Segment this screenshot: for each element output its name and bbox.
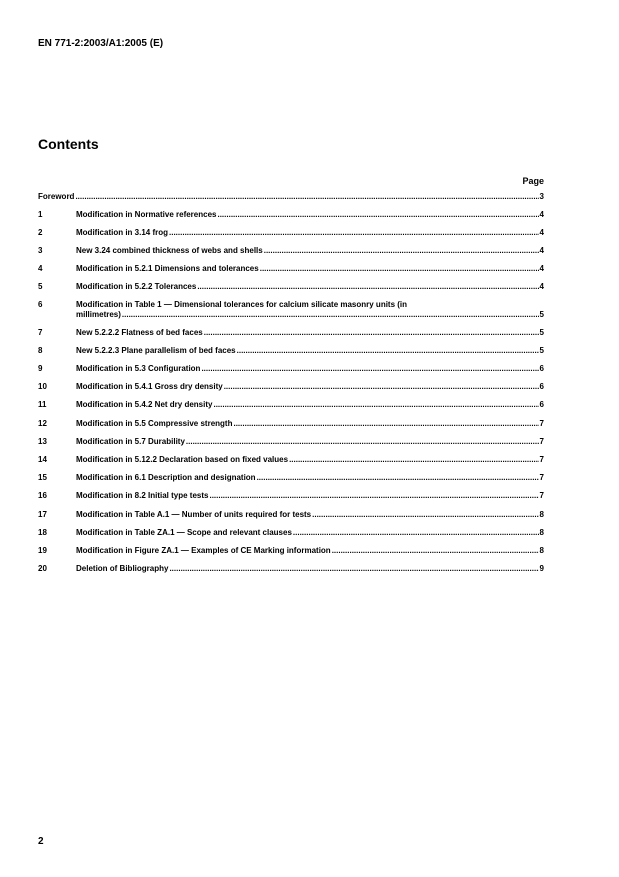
toc-entry[interactable]: [38, 210, 544, 220]
toc-entry-number: 16: [38, 491, 47, 500]
toc-entry-title[interactable]: Modification in Figure ZA.1 — Examples of CE Marking information: [76, 546, 331, 555]
toc-entry[interactable]: [38, 419, 544, 429]
toc-entry[interactable]: [38, 282, 544, 292]
dot-leader: [224, 382, 539, 392]
toc-entry-page: 7: [539, 419, 544, 428]
toc-entry-page: 6: [539, 400, 544, 409]
toc-entry-number: 8: [38, 346, 43, 355]
toc-entry[interactable]: [38, 300, 544, 320]
toc-entry-number: 10: [38, 382, 47, 391]
toc-entry-title[interactable]: Modification in Normative references: [76, 210, 217, 219]
toc-entry[interactable]: [38, 546, 544, 556]
dot-leader: [169, 564, 538, 574]
toc-entry-page: 6: [539, 364, 544, 373]
toc-entry-title[interactable]: Modification in 5.12.2 Declaration based on fixed values: [76, 455, 289, 464]
toc-entry-number: 13: [38, 437, 47, 446]
dot-leader: [217, 210, 538, 220]
toc-entry-number: 19: [38, 546, 47, 555]
dot-leader: [233, 419, 538, 429]
toc-entry-title[interactable]: Deletion of Bibliography: [76, 564, 169, 573]
toc-entry-number: 6: [38, 300, 43, 309]
toc-entry[interactable]: [38, 264, 544, 274]
toc-entry-number: 1: [38, 210, 43, 219]
toc-entry-number: 18: [38, 528, 47, 537]
dot-leader: [201, 364, 538, 374]
page-column-label: Page: [522, 176, 544, 186]
toc-entry-title[interactable]: Modification in 8.2 Initial type tests: [76, 491, 209, 500]
toc-entry-title[interactable]: Modification in 3.14 frog: [76, 228, 169, 237]
toc-entry-page: 7: [539, 455, 544, 464]
dot-leader: [204, 328, 539, 338]
toc-entry-page: 4: [539, 264, 544, 273]
toc-entry-title[interactable]: Modification in Table ZA.1 — Scope and relevant clauses: [76, 528, 292, 537]
toc-entry[interactable]: [38, 246, 544, 256]
toc-entry-number: 4: [38, 264, 43, 273]
toc-entry-page: 4: [539, 282, 544, 291]
toc-entry[interactable]: [38, 364, 544, 374]
document-id: EN 771-2:2003/A1:2005 (E): [38, 38, 164, 49]
toc-entry-page: 4: [539, 210, 544, 219]
toc-entry-number: 11: [38, 400, 47, 409]
toc-entry-title[interactable]: Foreword: [38, 192, 75, 201]
dot-leader: [186, 437, 539, 447]
toc-entry[interactable]: [38, 228, 544, 238]
toc-entry-page: 8: [539, 510, 544, 519]
toc-entry-number: 7: [38, 328, 43, 337]
toc-entry-page: 3: [539, 192, 544, 201]
dot-leader: [332, 546, 539, 556]
dot-leader: [169, 228, 539, 238]
dot-leader: [213, 400, 538, 410]
toc-entry-page: 4: [539, 228, 544, 237]
dot-leader: [293, 528, 539, 538]
toc-entry-title[interactable]: Modification in 5.4.2 Net dry density: [76, 400, 213, 409]
toc-entry[interactable]: [38, 437, 544, 447]
toc-entry-page: 7: [539, 473, 544, 482]
toc-entry-number: 2: [38, 228, 43, 237]
page-title: Contents: [38, 136, 99, 152]
toc-entry-title[interactable]: Modification in 5.4.1 Gross dry density: [76, 382, 223, 391]
toc-entry[interactable]: [38, 564, 544, 574]
toc-entry-page: 4: [539, 246, 544, 255]
toc-entry[interactable]: [38, 346, 544, 356]
toc-entry-title[interactable]: Modification in Table A.1 — Number of units required for tests: [76, 510, 312, 519]
dot-leader: [257, 473, 539, 483]
toc-entry-page: 9: [539, 564, 544, 573]
toc-entry[interactable]: [38, 473, 544, 483]
toc-entry-number: 5: [38, 282, 43, 291]
toc-entry-title-line2[interactable]: millimetres): [76, 310, 121, 319]
toc-entry-title-line1[interactable]: Modification in Table 1 — Dimensional tolerances for calcium silicate masonry units (in: [76, 300, 408, 309]
toc-entry-number: 14: [38, 455, 47, 464]
toc-entry[interactable]: [38, 328, 544, 338]
toc-entry[interactable]: [38, 382, 544, 392]
toc-entry[interactable]: [38, 510, 544, 520]
toc-entry-title[interactable]: Modification in 5.5 Compressive strength: [76, 419, 233, 428]
toc-entry-title[interactable]: Modification in 5.3 Configuration: [76, 364, 201, 373]
dot-leader: [260, 264, 539, 274]
toc-entry-page: 7: [539, 437, 544, 446]
dot-leader: [237, 346, 539, 356]
toc-entry-page: 5: [539, 346, 544, 355]
toc-entry-title[interactable]: New 5.2.2.3 Plane parallelism of bed faces: [76, 346, 236, 355]
toc-entry-title[interactable]: Modification in 5.2.2 Tolerances: [76, 282, 197, 291]
toc-entry-title[interactable]: Modification in 5.2.1 Dimensions and tolerances: [76, 264, 259, 273]
toc-entry-page: 8: [539, 546, 544, 555]
dot-leader: [264, 246, 539, 256]
toc-entry-page: 8: [539, 528, 544, 537]
toc-entry-title[interactable]: New 5.2.2.2 Flatness of bed faces: [76, 328, 203, 337]
toc-entry-title[interactable]: Modification in 5.7 Durability: [76, 437, 185, 446]
toc-entry-page: 7: [539, 491, 544, 500]
toc-entry-number: 15: [38, 473, 47, 482]
dot-leader: [122, 310, 539, 320]
toc-entry-page: 5: [539, 328, 544, 337]
toc-entry-title[interactable]: Modification in 6.1 Description and designation: [76, 473, 256, 482]
toc-entry[interactable]: [38, 528, 544, 538]
toc-entry-number: 9: [38, 364, 43, 373]
toc-entry-number: 17: [38, 510, 47, 519]
dot-leader: [197, 282, 538, 292]
toc-entry-page: 6: [539, 382, 544, 391]
toc-entry-title[interactable]: New 3.24 combined thickness of webs and shells: [76, 246, 263, 255]
dot-leader: [312, 510, 538, 520]
toc-entry-number: 20: [38, 564, 47, 573]
dot-leader: [75, 192, 538, 202]
toc-entry[interactable]: [38, 455, 544, 465]
toc-entry-number: 12: [38, 419, 47, 428]
toc-entry-foreword[interactable]: [38, 192, 544, 202]
toc-entry[interactable]: [38, 400, 544, 410]
dot-leader: [289, 455, 538, 465]
page-number: 2: [38, 836, 44, 847]
dot-leader: [209, 491, 538, 501]
toc-entry[interactable]: [38, 491, 544, 501]
toc-entry-number: 3: [38, 246, 43, 255]
toc-entry-page: 5: [539, 310, 544, 319]
